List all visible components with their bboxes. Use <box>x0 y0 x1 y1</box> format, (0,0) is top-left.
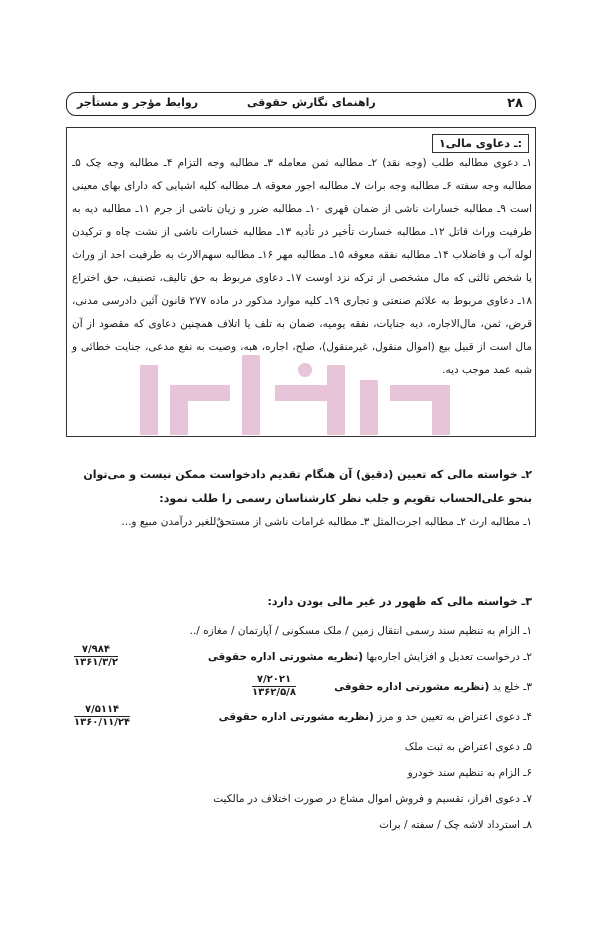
section1-text: ۱ـ دعوی مطالبه طلب (وجه نقد) ۲ـ مطالبه ثمن معامله ۳ـ مطالبه وجه التزام ۴ـ مطالبه وجه چک ۵ـ مطالبه وجه سفته ۶ـ مطالبه وجه برات ۷ـ مطالبه اجور معوقه ۸ـ مطالبه کلیه اشیایی که دارای بهای معینی است ۹ـ مطالبه خسارات ناشی از ضمان قهری ۱۰ـ مطالبه ضرر و زیان ناشی از جرم ۱۱ـ مطالبه دیه به طرفیت وراث قاتل ۱۲ـ مطالبه خسارت تأخیر در تأدیه ۱۳ـ مطالبه خسارات ناشی از نشت چاه و ترکیدن لوله آب و فاضلاب ۱۴ـ مطالبه نفقه معوقه ۱۵ـ مطالبه مهر ۱۶ـ مطالبه سهم‌الارث به طرفیت احد از وراث یا شخص ثالثی که مال مشخصی از ترکه نزد اوست ۱۷ـ دعاوی مربوط به حق تالیف، تصنیف، حق اختراع ۱۸ـ دعاوی مربوط به علائم صنعتی و تجاری ۱۹ـ کلیه موارد مذکور در ماده ۲۷۷ قانون آئین دادرسی مدنی، قرض، ثمن، مال‌الاجاره، دیه جنایات، نفقه یومیه، ضمان به تلف یا اتلاف همچنین دعاوی که مقصود از آن مال است از قبیل بیع (اموال منقول، غیرمنقول)، صلح، اجاره، هبه، وصیت به نفع مدعی، جنایت خطائی و شبه عمد موجب دیه. <box>72 157 533 376</box>
page-header <box>66 92 536 116</box>
opinion-fraction <box>252 674 296 699</box>
list-item <box>72 734 532 760</box>
series-title: روابط مؤجر و مستأجر <box>77 96 199 109</box>
section1-heading: ۱ـ دعاوی مالی: <box>432 134 529 153</box>
list-item <box>72 704 532 734</box>
fraction-numerator: ۷/۵۱۱۴ <box>74 704 130 717</box>
page-number: ۲۸ <box>507 96 523 111</box>
list-item-text: ۳ـ خلع ید <box>492 681 532 693</box>
section3-list <box>72 618 532 838</box>
list-item-text: ۲ـ درخواست تعدیل و افزایش اجاره‌بها <box>366 651 532 663</box>
fraction-denominator: ۱۳۶۲/۵/۸ <box>252 687 296 698</box>
opinion-fraction <box>74 644 118 669</box>
fraction-numerator: ۷/۲۰۲۱ <box>252 674 296 687</box>
list-item-text: ۸ـ استرداد لاشه چک / سفته / برات <box>379 819 532 831</box>
fraction-denominator: ۱۳۶۰/۱۱/۲۴ <box>74 717 131 728</box>
fraction-denominator: ۱۳۶۱/۳/۲ <box>74 657 118 668</box>
list-item <box>72 674 532 704</box>
list-item-text: ۴ـ دعوی اعتراض به تعیین حد و مرز <box>377 711 532 723</box>
list-item <box>72 644 532 674</box>
list-item-note: (نظریه مشورتی اداره حقوقی <box>207 651 364 663</box>
section2-text: ۱ـ مطالبه ارث ۲ـ مطالبه اجرت‌المثل ۳ـ مطالبه غرامات ناشی از مستحقٌ‌للغیر درآمدن مبیع و... <box>121 516 532 528</box>
opinion-fraction <box>74 704 130 729</box>
section2-heading: ۲ـ خواسته مالی که تعیین (دقیق) آن هنگام تقدیم دادخواست ممکن نیست و می‌توان بنحو علی‌الحساب تقویم و جلب نظر کارشناسان رسمی را طلب نمود: <box>83 468 532 505</box>
list-item <box>72 786 532 812</box>
list-item-note: (نظریه مشورتی اداره حقوقی <box>334 681 490 693</box>
list-item-note: (نظریه مشورتی اداره حقوقی <box>218 711 374 723</box>
list-item-text: ۵ـ دعوی اعتراض به ثبت ملک <box>404 741 532 753</box>
book-title: راهنمای نگارش حقوقی <box>247 96 376 109</box>
list-item-text: ۷ـ دعوی افراز، تقسیم و فروش اموال مشاع در صورت اختلاف در مالکیت <box>213 793 532 805</box>
fraction-numerator: ۷/۹۸۴ <box>74 644 118 657</box>
list-item-text: ۱ـ الزام به تنظیم سند رسمی انتقال زمین / ملک مسکونی / آپارتمان / مغازه /.. <box>189 625 532 637</box>
list-item <box>72 618 532 644</box>
list-item <box>72 812 532 838</box>
list-item-text: ۶ـ الزام به تنظیم سند خودرو <box>407 767 532 779</box>
list-item <box>72 760 532 786</box>
section3-heading: ۳ـ خواسته مالی که ظهور در غیر مالی بودن دارد: <box>267 595 532 608</box>
